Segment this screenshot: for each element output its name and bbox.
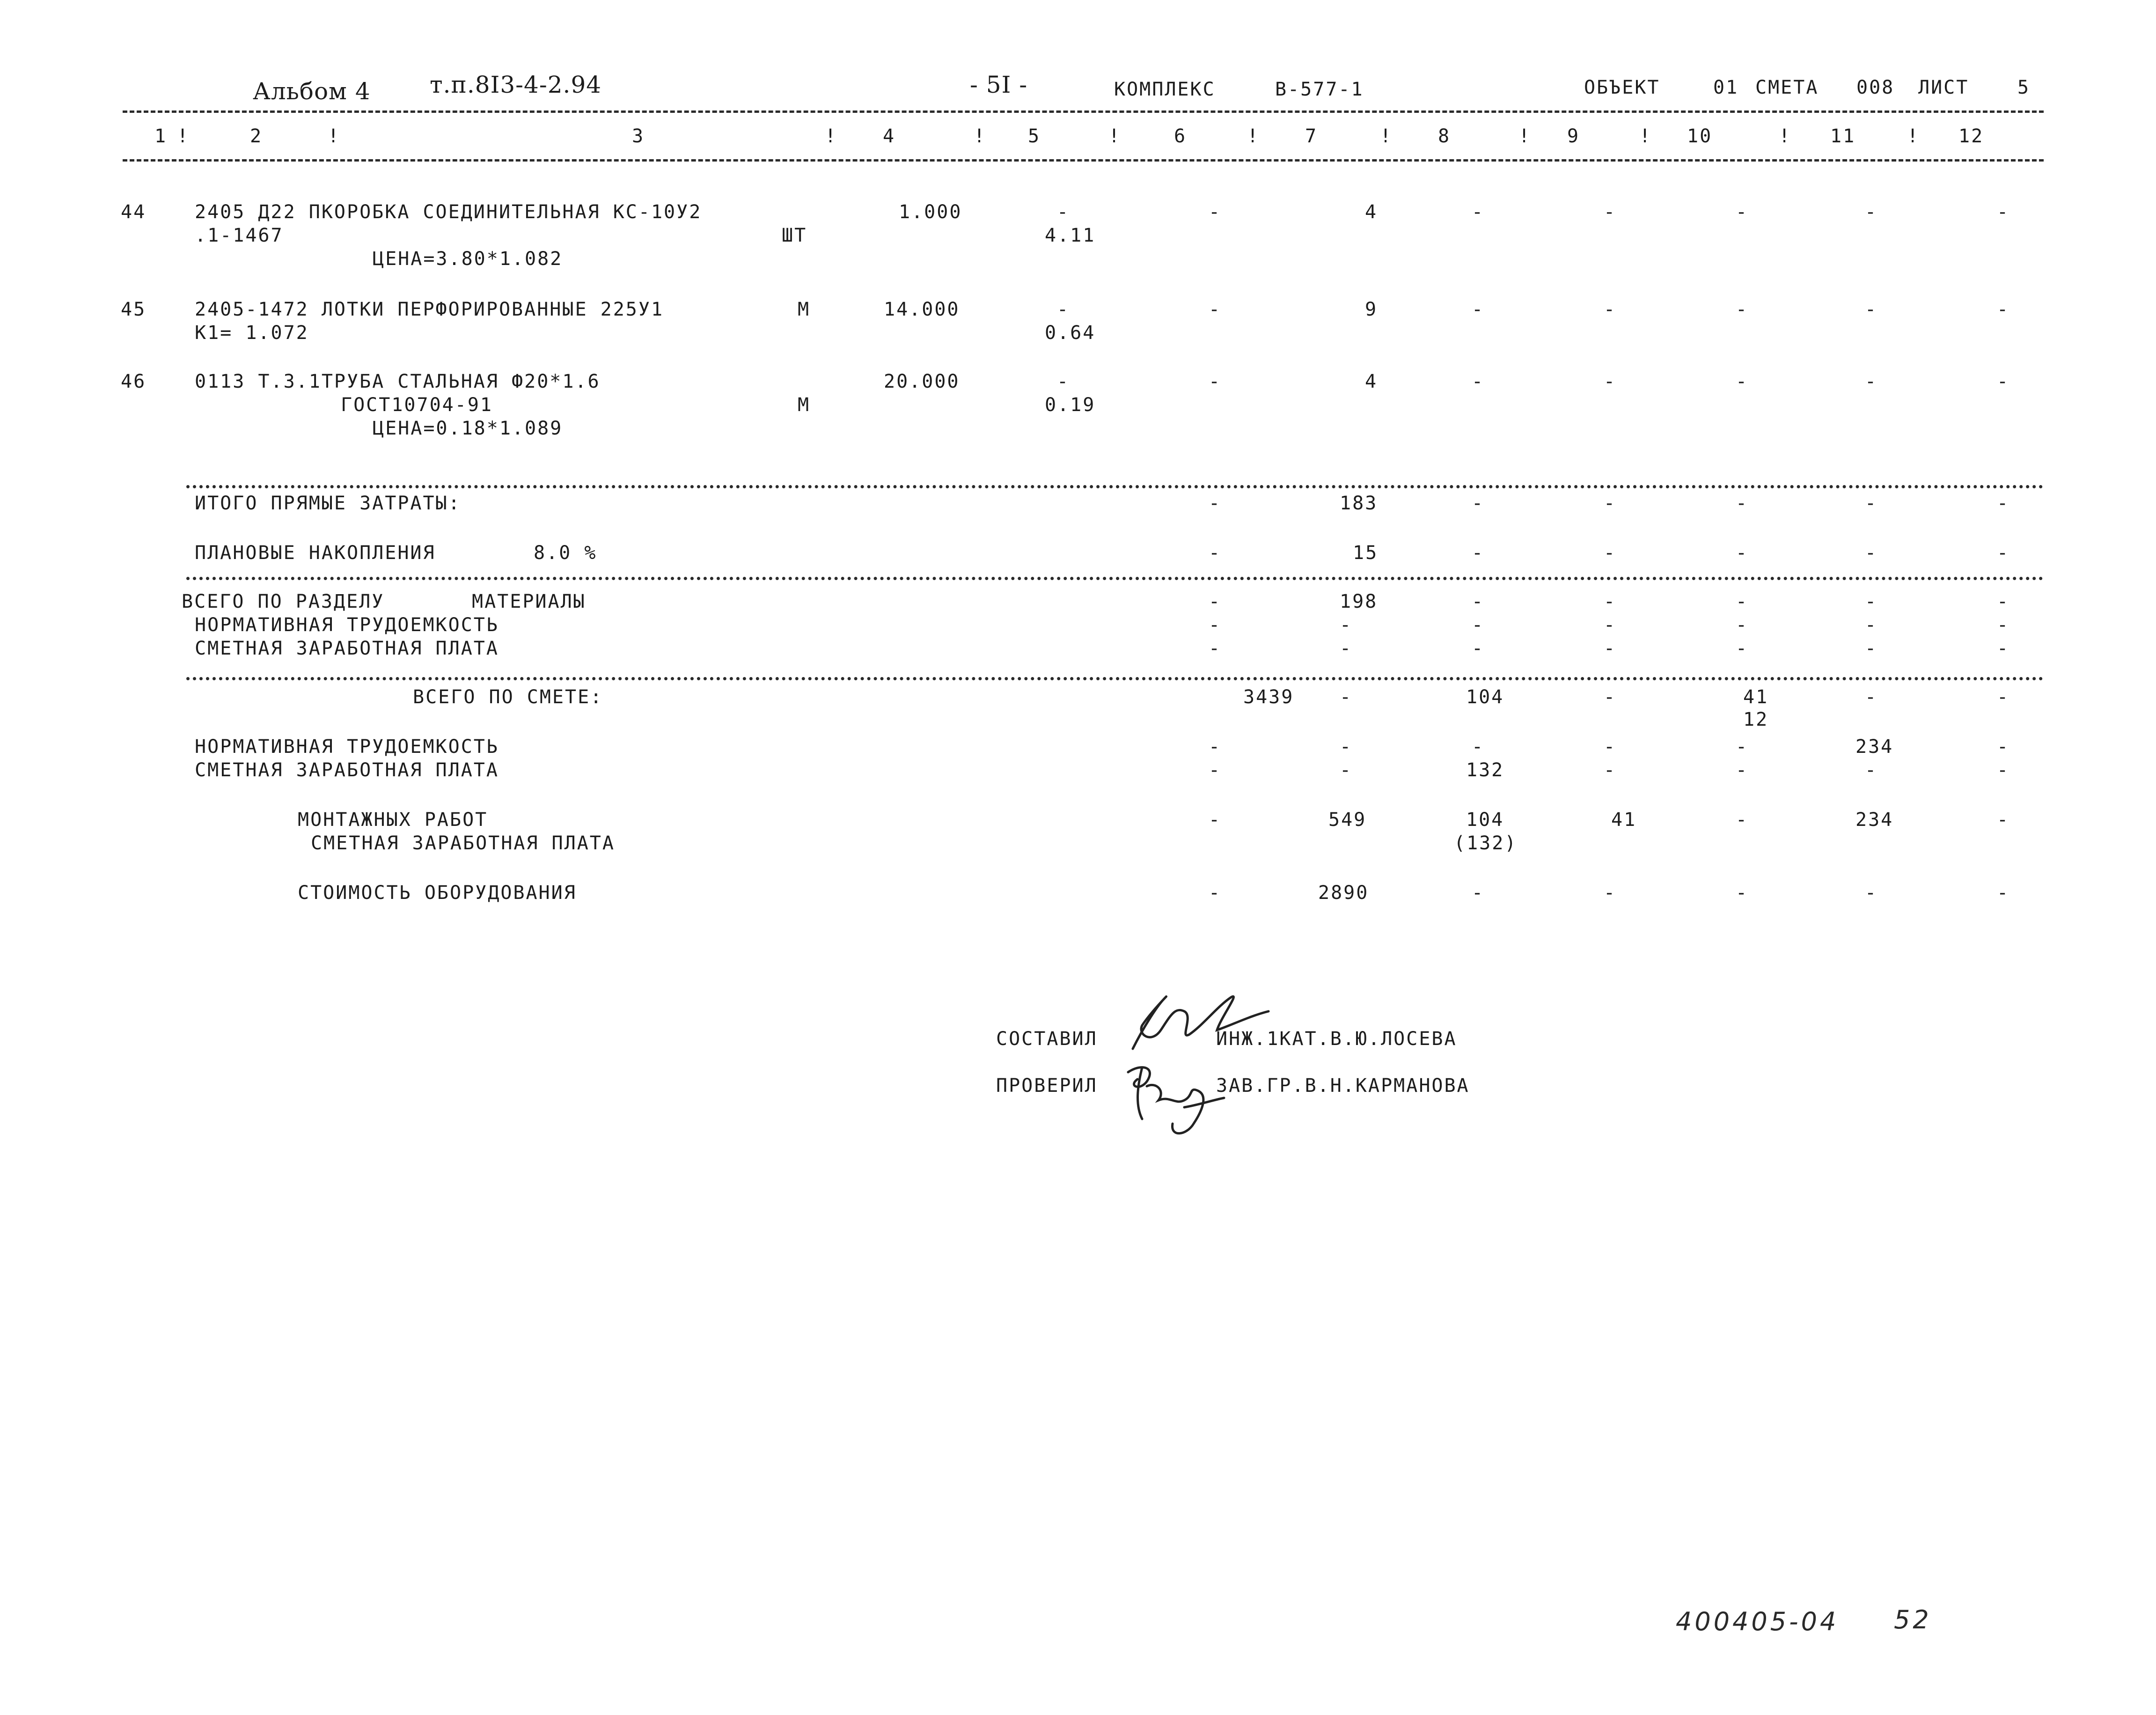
column-separator: ! xyxy=(1518,125,1532,147)
cell-col11: - xyxy=(1865,591,1878,612)
cell-col6: - xyxy=(1209,614,1222,636)
cell-col5: 0.19 xyxy=(1045,394,1096,416)
header-rule-bottom xyxy=(123,159,2044,162)
cell-col9: - xyxy=(1604,591,1617,612)
column-number: 12 xyxy=(1958,125,1984,147)
cell-col11: - xyxy=(1865,299,1878,320)
cell-col7: 4 xyxy=(1365,201,1378,223)
cell-col11: - xyxy=(1865,542,1878,564)
column-separator: ! xyxy=(1247,125,1260,147)
cell-col5: 4.11 xyxy=(1045,225,1096,246)
cell-col10: - xyxy=(1736,759,1749,781)
cell-col8: - xyxy=(1472,299,1485,320)
cell-col7: - xyxy=(1340,638,1353,659)
cell-col12: - xyxy=(1997,371,2010,392)
compiled-label: СОСТАВИЛ xyxy=(996,1028,1098,1050)
item-description: 0113 Т.3.1ТРУБА СТАЛЬНАЯ Ф20*1.6 xyxy=(195,371,601,392)
item-quantity: 1.000 xyxy=(899,201,962,223)
item-price: ЦЕНА=0.18*1.089 xyxy=(373,418,563,439)
section-total-label: ВСЕГО ПО РАЗДЕЛУ xyxy=(182,591,385,612)
cell-col9: - xyxy=(1604,736,1617,758)
cell-col8: - xyxy=(1472,542,1485,564)
cell-col7: 4 xyxy=(1365,371,1378,392)
cell-col9: - xyxy=(1604,638,1617,659)
cell-col6: - xyxy=(1209,736,1222,758)
cell-col6: - xyxy=(1209,882,1222,904)
column-number: 3 xyxy=(632,125,645,147)
cell-col7: - xyxy=(1340,614,1353,636)
row-number: 44 xyxy=(121,201,147,223)
checked-name: ЗАВ.ГР.В.Н.КАРМАНОВА xyxy=(1216,1075,1470,1097)
cell-col9: - xyxy=(1604,201,1617,223)
cell-col11: - xyxy=(1865,686,1878,708)
cell-col9: - xyxy=(1604,686,1617,708)
compiled-name: ИНЖ.1КАТ.В.Ю.ЛОСЕВА xyxy=(1216,1028,1457,1050)
row-number: 45 xyxy=(121,299,147,320)
item-unit: М xyxy=(798,299,811,320)
cell-col10: - xyxy=(1736,882,1749,904)
equipment-label: СТОИМОСТЬ ОБОРУДОВАНИЯ xyxy=(298,882,577,904)
cell-col7: - xyxy=(1340,686,1353,708)
cell-col8-wage: (132) xyxy=(1454,832,1518,854)
handwritten-code: 400405-04 xyxy=(1676,1607,1839,1636)
cell-col11: - xyxy=(1865,371,1878,392)
column-separator: ! xyxy=(974,125,987,147)
cell-col7: 2890 xyxy=(1318,882,1369,904)
cell-col7: - xyxy=(1340,736,1353,758)
handwritten-page: 52 xyxy=(1894,1605,1932,1634)
project-code: т.п.8I3-4-2.94 xyxy=(430,71,602,98)
cell-col12: - xyxy=(1997,638,2010,659)
cell-col8: 132 xyxy=(1466,759,1504,781)
checked-label: ПРОВЕРИЛ xyxy=(996,1075,1098,1097)
cell-col10: - xyxy=(1736,638,1749,659)
column-number: 2 xyxy=(250,125,263,147)
cell-col9: - xyxy=(1604,542,1617,564)
cell-col10: - xyxy=(1736,371,1749,392)
cell-col6: - xyxy=(1209,638,1222,659)
item-quantity: 14.000 xyxy=(884,299,960,320)
cell-col9: - xyxy=(1604,493,1617,514)
cell-col6: - xyxy=(1209,809,1222,831)
wage-label: СМЕТНАЯ ЗАРАБОТНАЯ ПЛАТА xyxy=(195,638,499,659)
planned-percent: 8.0 % xyxy=(534,542,597,564)
cell-col9: 41 xyxy=(1611,809,1637,831)
section-name: МАТЕРИАЛЫ xyxy=(472,591,586,612)
item-coefficient: К1= 1.072 xyxy=(195,322,309,344)
cell-col7: 183 xyxy=(1340,493,1378,514)
cell-col10: - xyxy=(1736,201,1749,223)
column-separator: ! xyxy=(1779,125,1792,147)
cell-col6: - xyxy=(1209,591,1222,612)
header-rule-top xyxy=(123,110,2044,113)
cell-col7: 15 xyxy=(1353,542,1379,564)
cell-col12: - xyxy=(1997,493,2010,514)
cell-col8: 104 xyxy=(1466,809,1504,831)
column-number: 10 xyxy=(1687,125,1713,147)
dotted-separator xyxy=(186,577,2044,580)
column-number: 11 xyxy=(1830,125,1856,147)
item-unit: М xyxy=(798,394,811,416)
cell-col7: 9 xyxy=(1365,299,1378,320)
cell-col11: - xyxy=(1865,638,1878,659)
cell-col6: - xyxy=(1209,759,1222,781)
cell-col9: - xyxy=(1604,882,1617,904)
item-description: 2405 Д22 ПКОРОБКА СОЕДИНИТЕЛЬНАЯ КС-10У2 xyxy=(195,201,702,223)
item-price: ЦЕНА=3.80*1.082 xyxy=(373,248,563,270)
item-standard: ГОСТ10704-91 xyxy=(341,394,493,416)
cell-col9: - xyxy=(1604,759,1617,781)
cell-col8: - xyxy=(1472,201,1485,223)
dotted-separator xyxy=(186,677,2044,680)
cell-col8: - xyxy=(1472,638,1485,659)
column-separator: ! xyxy=(1639,125,1652,147)
cell-col12: - xyxy=(1997,686,2010,708)
column-separator: ! xyxy=(825,125,838,147)
cell-col12: - xyxy=(1997,882,2010,904)
cell-col12: - xyxy=(1997,542,2010,564)
cell-col6: - xyxy=(1209,493,1222,514)
column-number: 7 xyxy=(1305,125,1318,147)
item-code: .1-1467 xyxy=(195,225,284,246)
cell-col10: - xyxy=(1736,493,1749,514)
cell-col5: - xyxy=(1057,299,1070,320)
cell-col6: - xyxy=(1209,542,1222,564)
cell-col7: 549 xyxy=(1328,809,1367,831)
cell-col12: - xyxy=(1997,759,2010,781)
cell-col11: 234 xyxy=(1855,809,1894,831)
cell-col6: - xyxy=(1209,299,1222,320)
sheet-label: ЛИСТ xyxy=(1918,77,1969,98)
column-number: 6 xyxy=(1174,125,1187,147)
cell-col8: - xyxy=(1472,371,1485,392)
cell-col10: - xyxy=(1736,542,1749,564)
installation-label: МОНТАЖНЫХ РАБОТ xyxy=(298,809,488,831)
dotted-separator xyxy=(186,485,2044,488)
cell-col8: - xyxy=(1472,614,1485,636)
estimate-total-label: ВСЕГО ПО СМЕТЕ: xyxy=(413,686,603,708)
album-label: Альбом 4 xyxy=(253,78,371,105)
cell-col10: 12 xyxy=(1743,709,1769,730)
column-number: 1 xyxy=(154,125,168,147)
object-value: 01 xyxy=(1713,77,1739,98)
object-label: ОБЪЕКТ xyxy=(1584,77,1660,98)
cell-col6: 3439 xyxy=(1243,686,1294,708)
column-separator: ! xyxy=(177,125,190,147)
column-separator: ! xyxy=(1380,125,1393,147)
checked-signature-icon xyxy=(1114,1053,1226,1142)
cell-col11: - xyxy=(1865,614,1878,636)
item-quantity: 20.000 xyxy=(884,371,960,392)
cell-col12: - xyxy=(1997,736,2010,758)
item-description: 2405-1472 ЛОТКИ ПЕРФОРИРОВАННЫЕ 225У1 xyxy=(195,299,664,320)
cell-col9: - xyxy=(1604,614,1617,636)
row-number: 46 xyxy=(121,371,147,392)
cell-col12: - xyxy=(1997,591,2010,612)
cell-col6: - xyxy=(1209,371,1222,392)
complex-label: КОМПЛЕКС xyxy=(1114,79,1216,100)
cell-col7: - xyxy=(1340,759,1353,781)
compiled-signature-icon xyxy=(1123,979,1273,1063)
cell-col5: 0.64 xyxy=(1045,322,1096,344)
column-separator: ! xyxy=(328,125,341,147)
cell-col10: - xyxy=(1736,614,1749,636)
cell-col11: 234 xyxy=(1855,736,1894,758)
cell-col11: - xyxy=(1865,201,1878,223)
cell-col8: - xyxy=(1472,591,1485,612)
cell-col12: - xyxy=(1997,809,2010,831)
cell-col7: 198 xyxy=(1340,591,1378,612)
planned-label: ПЛАНОВЫЕ НАКОПЛЕНИЯ xyxy=(195,542,436,564)
installation-wage-label: СМЕТНАЯ ЗАРАБОТНАЯ ПЛАТА xyxy=(311,832,615,854)
estimate-value: 008 xyxy=(1856,77,1895,98)
cell-col8: 104 xyxy=(1466,686,1504,708)
column-number: 9 xyxy=(1567,125,1580,147)
item-unit: ШТ xyxy=(782,225,807,246)
estimate-label: СМЕТА xyxy=(1755,77,1819,98)
column-separator: ! xyxy=(1108,125,1122,147)
cell-col10: - xyxy=(1736,736,1749,758)
column-number: 8 xyxy=(1438,125,1451,147)
cell-col12: - xyxy=(1997,201,2010,223)
complex-code: В-577-1 xyxy=(1275,79,1364,100)
cell-col12: - xyxy=(1997,614,2010,636)
cell-col10: - xyxy=(1736,299,1749,320)
column-separator: ! xyxy=(1907,125,1920,147)
cell-col10: - xyxy=(1736,809,1749,831)
cell-col11: - xyxy=(1865,882,1878,904)
cell-col6: - xyxy=(1209,201,1222,223)
labor-label: НОРМАТИВНАЯ ТРУДОЕМКОСТЬ xyxy=(195,614,499,636)
direct-costs-label: ИТОГО ПРЯМЫЕ ЗАТРАТЫ: xyxy=(195,493,461,514)
cell-col11: - xyxy=(1865,759,1878,781)
cell-col5: - xyxy=(1057,371,1070,392)
labor-label: НОРМАТИВНАЯ ТРУДОЕМКОСТЬ xyxy=(195,736,499,758)
sheet-value: 5 xyxy=(2017,77,2031,98)
cell-col8: - xyxy=(1472,736,1485,758)
cell-col10: 41 xyxy=(1743,686,1769,708)
page-number: - 5I - xyxy=(970,71,1028,98)
cell-col9: - xyxy=(1604,371,1617,392)
cell-col8: - xyxy=(1472,882,1485,904)
cell-col8: - xyxy=(1472,493,1485,514)
column-number: 5 xyxy=(1028,125,1041,147)
cell-col5: - xyxy=(1057,201,1070,223)
wage-label: СМЕТНАЯ ЗАРАБОТНАЯ ПЛАТА xyxy=(195,759,499,781)
cell-col11: - xyxy=(1865,493,1878,514)
cell-col9: - xyxy=(1604,299,1617,320)
cell-col10: - xyxy=(1736,591,1749,612)
cell-col12: - xyxy=(1997,299,2010,320)
column-number: 4 xyxy=(883,125,896,147)
